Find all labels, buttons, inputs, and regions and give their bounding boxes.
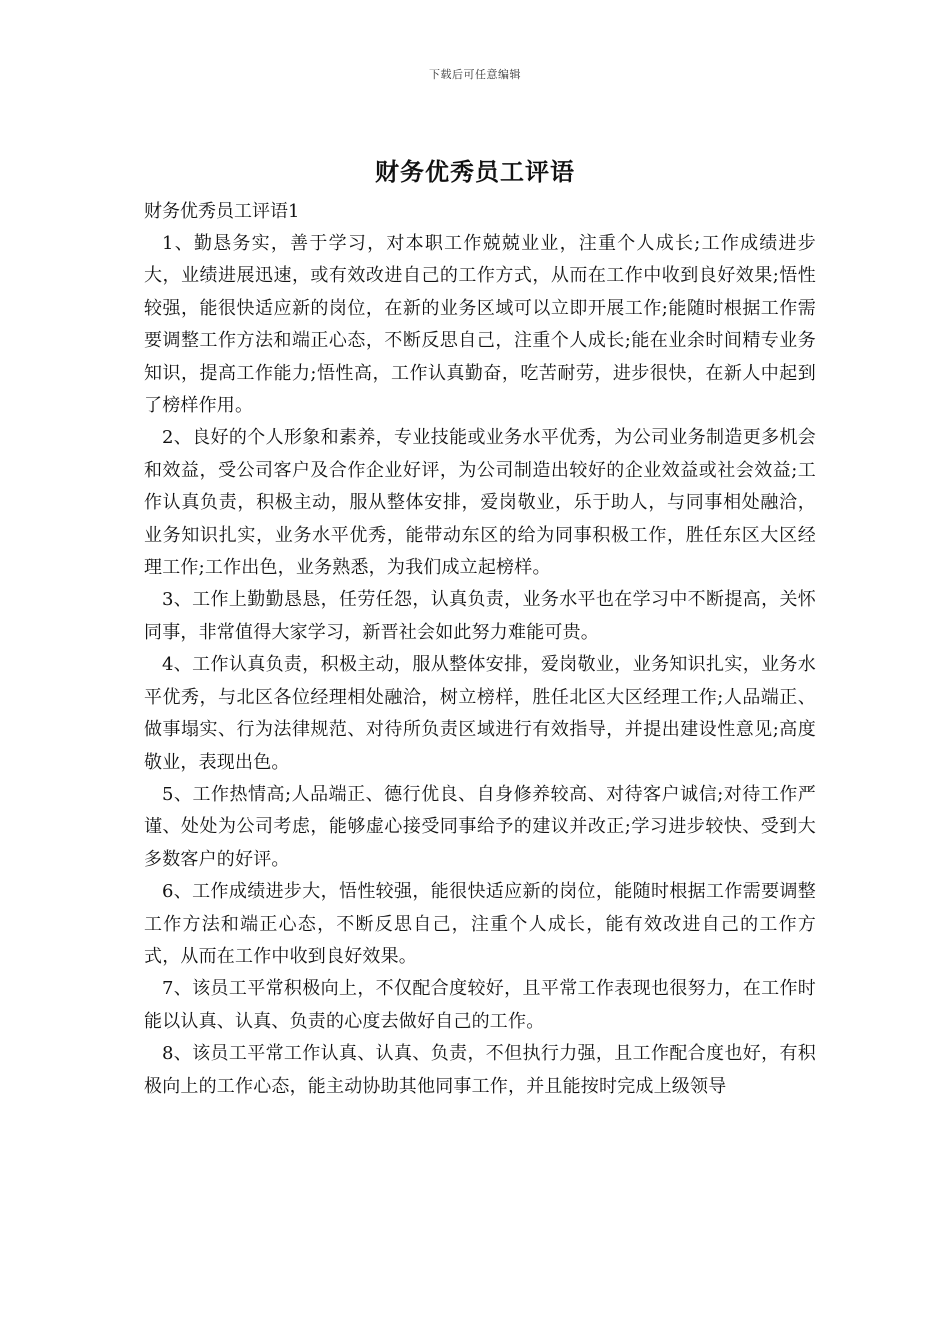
header-note: 下载后可任意编辑 — [429, 68, 521, 81]
paragraph-2: 2、良好的个人形象和素养，专业技能或业务水平优秀，为公司业务制造更多机会和效益，受公司客户及合作企业好评，为公司制造出较好的企业效益或社会效益;工作认真负责，积极主动，服从整体安排，爱岗敬业，乐于助人，与同事相处融洽，业务知识扎实，业务水平优秀，能带动东区的给为同事积极工作，胜任东区大区经理工作;工作出色，业务熟悉，为我们成立起榜样。 — [144, 427, 816, 579]
paragraph-3: 3、工作上勤勤恳恳，任劳任怨，认真负责，业务水平也在学习中不断提高，关怀同事，非常值得大家学习，新晋社会如此努力难能可贵。 — [144, 589, 816, 643]
paragraph-7: 7、该员工平常积极向上，不仅配合度较好，且平常工作表现也很努力，在工作时能以认真、认真、负责的心度去做好自己的工作。 — [144, 978, 816, 1032]
paragraph-4: 4、工作认真负责，积极主动，服从整体安排，爱岗敬业，业务知识扎实，业务水平优秀，与北区各位经理相处融洽，树立榜样，胜任北区大区经理工作;人品端正、做事塌实、行为法律规范、对待所负责区域进行有效指导，并提出建设性意见;高度敬业，表现出色。 — [144, 654, 816, 773]
document-body — [144, 196, 816, 1103]
paragraph-6: 6、工作成绩进步大，悟性较强，能很快适应新的岗位，能随时根据工作需要调整工作方法和端正心态，不断反思自己，注重个人成长，能有效改进自己的工作方式，从而在工作中收到良好效果。 — [144, 881, 816, 967]
page-title: 财务优秀员工评语 — [375, 157, 575, 186]
paragraph-1: 1、勤恳务实，善于学习，对本职工作兢兢业业，注重个人成长;工作成绩进步大，业绩进展迅速，或有效改进自己的工作方式，从而在工作中收到良好效果;悟性较强，能很快适应新的岗位，在新的业务区域可以立即开展工作;能随时根据工作需要调整工作方法和端正心态，不断反思自己，注重个人成长;能在业余时间精专业务知识，提高工作能力;悟性高，工作认真勤奋，吃苦耐劳，进步很快，在新人中起到了榜样作用。 — [144, 233, 816, 417]
section-subheading: 财务优秀员工评语1 — [144, 201, 300, 222]
paragraph-8: 8、该员工平常工作认真、认真、负责，不但执行力强，且工作配合度也好，有积极向上的工作心态，能主动协助其他同事工作，并且能按时完成上级领导 — [144, 1043, 816, 1097]
paragraph-5: 5、工作热情高;人品端正、德行优良、自身修养较高、对待客户诚信;对待工作严谨、处处为公司考虑，能够虚心接受同事给予的建议并改正;学习进步较快、受到大多数客户的好评。 — [144, 783, 816, 870]
